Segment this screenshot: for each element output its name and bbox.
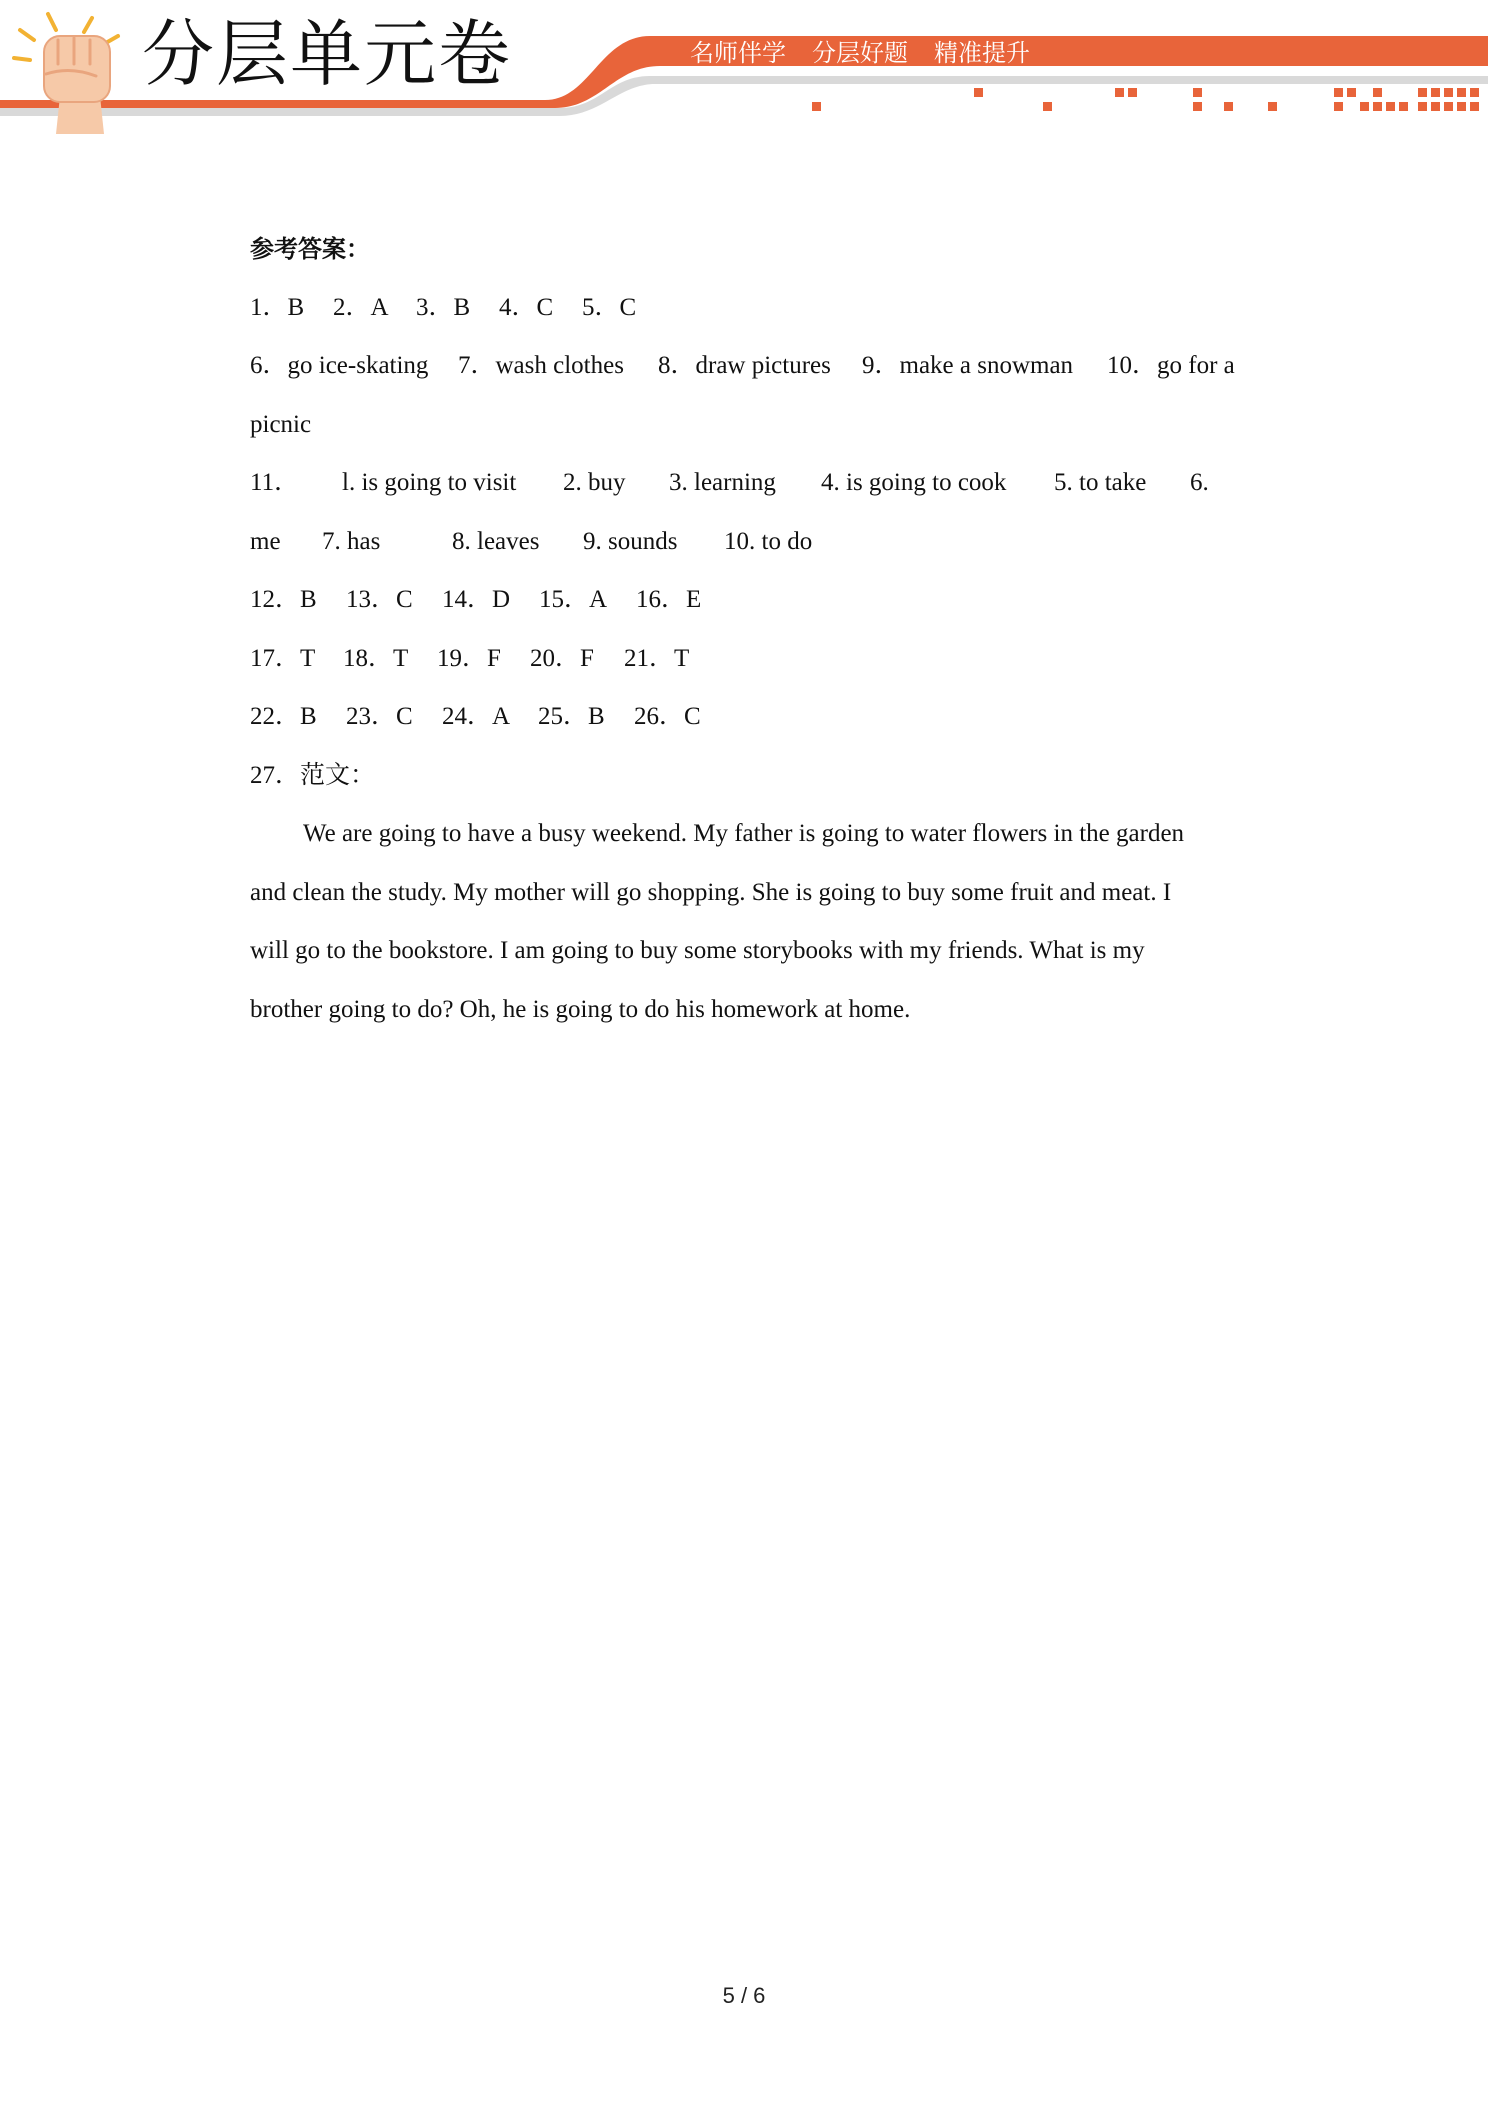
- essay-line: and clean the study. My mother will go shopping. She is going to buy some fruit and meat. I: [250, 878, 1172, 906]
- slogan: [690, 36, 1030, 70]
- answer-item: 10．go for a: [1107, 352, 1235, 379]
- answer-item: 3. learning: [669, 469, 776, 496]
- answer-item: 20．F: [530, 644, 594, 672]
- answer-item: 9. sounds: [583, 527, 678, 555]
- answer-item: 7．wash clothes: [458, 352, 624, 379]
- answer-item: 10. to do: [724, 527, 813, 555]
- answer-row: [250, 279, 1250, 338]
- dot-pattern: [812, 88, 1479, 111]
- answer-item: 25．B: [538, 703, 605, 730]
- answer-item: 16．E: [636, 586, 702, 613]
- answer-row: [250, 571, 1250, 630]
- answer-item: 2. buy: [563, 469, 626, 496]
- essay-line: brother going to do? Oh, he is going to do his homework at home.: [250, 995, 911, 1023]
- answer-item: 4．C: [499, 293, 554, 321]
- answer-item: 7. has: [322, 527, 381, 555]
- answer-item: 12．B: [250, 586, 317, 613]
- essay-line: will go to the bookstore. I am going to buy some storybooks with my friends. What is my: [250, 937, 1145, 964]
- answer-item: 5. to take: [1054, 469, 1147, 496]
- answer-item: me: [250, 527, 281, 555]
- essay-label: 27．范文：: [250, 761, 376, 789]
- answer-item: 26．C: [634, 703, 701, 730]
- answer-item: 13．C: [346, 586, 413, 613]
- answer-heading: 参考答案：: [250, 234, 370, 263]
- answer-item: l. is going to visit: [342, 469, 517, 496]
- answer-row: [250, 513, 1250, 572]
- answer-item: 17．T: [250, 644, 316, 672]
- answer-item: 2．A: [333, 293, 389, 321]
- answer-row: [250, 396, 1250, 455]
- answer-row: [250, 688, 1250, 747]
- page-number: 5 / 6: [722, 1983, 766, 2008]
- answer-item: 15．A: [539, 586, 608, 613]
- answer-item: 6．go ice-skating: [250, 352, 429, 379]
- answer-item: 11．: [250, 469, 300, 496]
- answer-item: 3．B: [416, 293, 471, 321]
- answer-item: 5．C: [582, 293, 637, 321]
- answer-item: 23．C: [346, 703, 413, 730]
- answer-item: 18．T: [343, 644, 409, 672]
- answer-item: picnic: [250, 410, 312, 438]
- answer-item: 6.: [1190, 469, 1209, 496]
- brand-title: 分层单元卷: [142, 12, 513, 96]
- header-banner: [0, 0, 1488, 140]
- answer-item: 1．B: [250, 293, 305, 321]
- answer-item: 14．D: [442, 586, 511, 613]
- essay-line: We are going to have a busy weekend. My father is going to water flowers in the garden: [303, 820, 1185, 847]
- answer-row: [250, 454, 1250, 513]
- slogan-item: 精准提升: [934, 39, 1030, 67]
- answer-item: 9．make a snowman: [862, 352, 1074, 379]
- slogan-item: 分层好题: [812, 39, 908, 67]
- answer-row: [250, 337, 1250, 396]
- answer-item: 22．B: [250, 703, 317, 730]
- answer-item: 21．T: [624, 644, 690, 672]
- answer-item: 4. is going to cook: [821, 469, 1007, 496]
- slogan-item: 名师伴学: [690, 39, 786, 67]
- answer-item: 8．draw pictures: [658, 352, 831, 379]
- answer-item: 24．A: [442, 703, 511, 730]
- answer-row: [250, 630, 1250, 689]
- answer-item: 19．F: [437, 644, 501, 672]
- answer-item: 8. leaves: [452, 527, 540, 555]
- answer-key: [250, 220, 1250, 1039]
